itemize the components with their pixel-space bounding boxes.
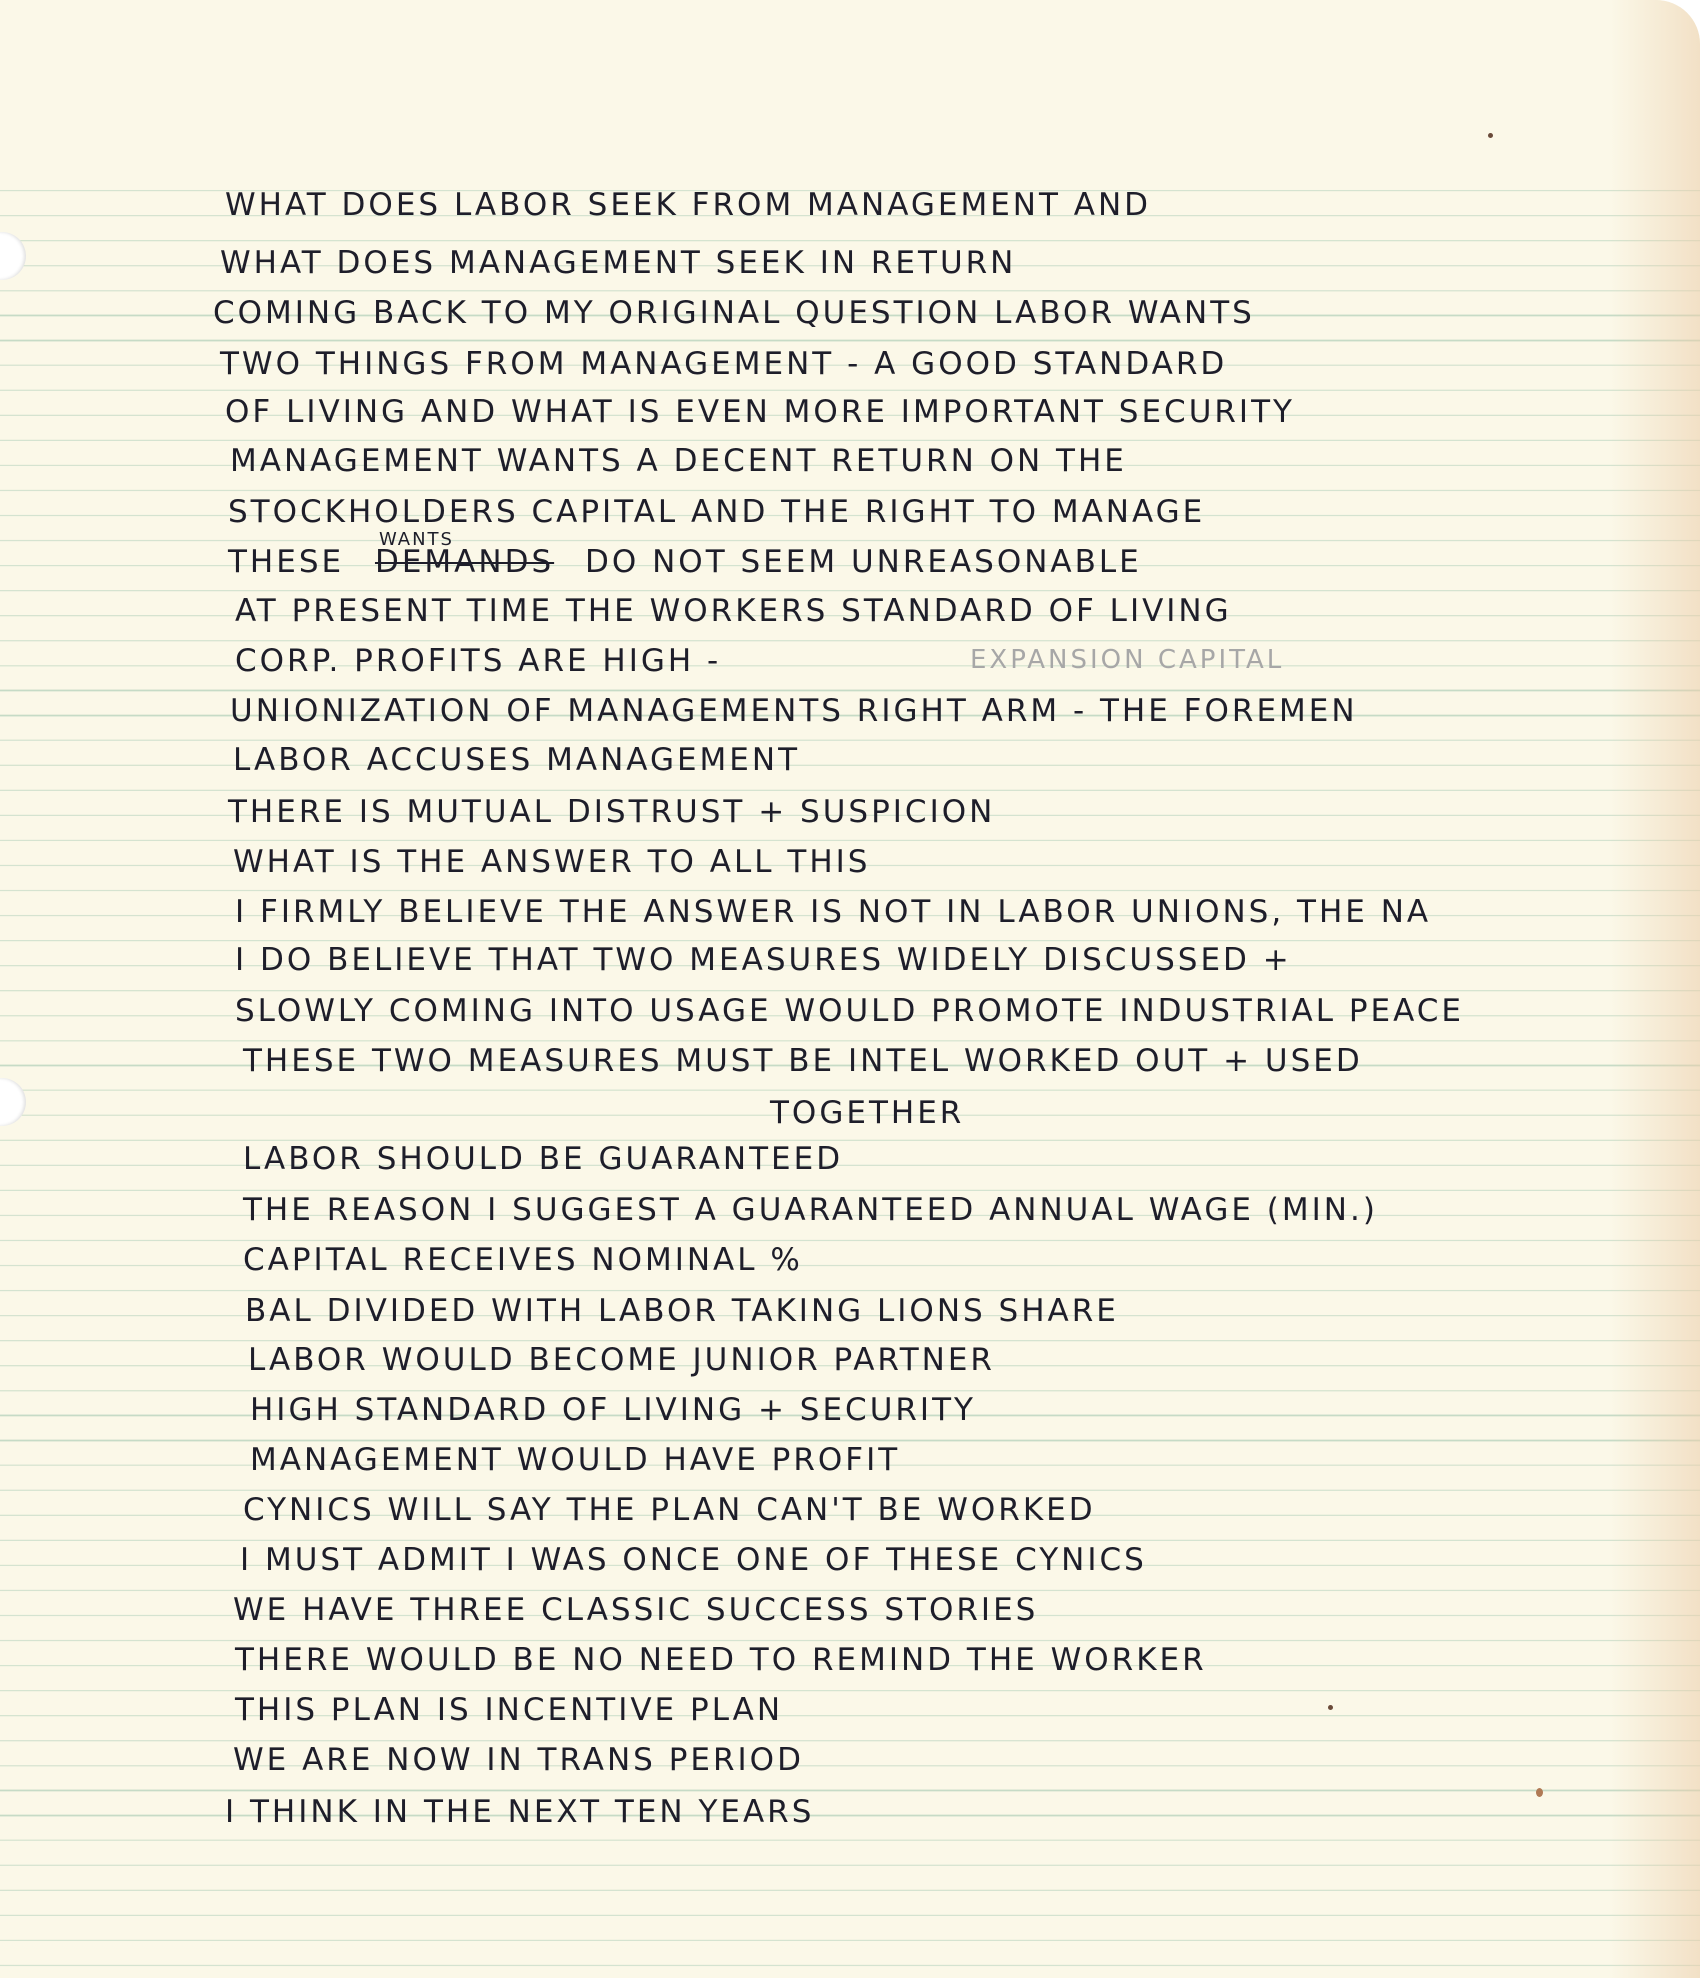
edited-line [228, 529, 1142, 580]
text-line: WE HAVE THREE CLASSIC SUCCESS STORIES [233, 1592, 1039, 1628]
ink-speck [1328, 1705, 1333, 1710]
text-line: MANAGEMENT WANTS A DECENT RETURN ON THE [230, 443, 1127, 479]
text-line: I DO BELIEVE THAT TWO MEASURES WIDELY DISCUSSED + [235, 942, 1292, 978]
text-line: UNIONIZATION OF MANAGEMENTS RIGHT ARM - THE FOREMEN [230, 693, 1358, 729]
text-line: CORP. PROFITS ARE HIGH - [235, 643, 722, 679]
text-line: WE ARE NOW IN TRANS PERIOD [233, 1742, 804, 1778]
text-line: OF LIVING AND WHAT IS EVEN MORE IMPORTANT SECURITY [225, 394, 1295, 430]
text-line: CAPITAL RECEIVES NOMINAL % [243, 1242, 803, 1278]
text-line: CYNICS WILL SAY THE PLAN CAN'T BE WORKED [243, 1492, 1096, 1528]
text-line: AT PRESENT TIME THE WORKERS STANDARD OF LIVING [235, 593, 1232, 629]
punch-hole-top [0, 232, 26, 280]
ink-speck [1536, 1788, 1543, 1797]
text-line: THE REASON I SUGGEST A GUARANTEED ANNUAL WAGE (MIN.) [243, 1192, 1378, 1228]
text-line: THERE IS MUTUAL DISTRUST + SUSPICION [228, 794, 996, 830]
text-line: COMING BACK TO MY ORIGINAL QUESTION LABOR WANTS [213, 295, 1255, 331]
paper-stain [1610, 0, 1700, 1978]
text-line: I MUST ADMIT I WAS ONCE ONE OF THESE CYNICS [240, 1542, 1147, 1578]
inserted-word: WANTS [378, 529, 454, 550]
text-line: LABOR SHOULD BE GUARANTEED [243, 1141, 844, 1177]
punch-hole-middle [0, 1078, 26, 1126]
text-line: STOCKHOLDERS CAPITAL AND THE RIGHT TO MANAGE [228, 494, 1206, 530]
text-line: MANAGEMENT WOULD HAVE PROFIT [250, 1442, 901, 1478]
struck-word: DEMANDS [374, 544, 555, 580]
text-line: I FIRMLY BELIEVE THE ANSWER IS NOT IN LABOR UNIONS, THE NA [235, 894, 1432, 930]
text-line: THIS PLAN IS INCENTIVE PLAN [235, 1692, 784, 1728]
text-line: SLOWLY COMING INTO USAGE WOULD PROMOTE INDUSTRIAL PEACE [235, 993, 1465, 1029]
edited-line-start: THESE [228, 544, 345, 580]
text-line: TWO THINGS FROM MANAGEMENT - A GOOD STANDARD [220, 346, 1228, 382]
text-line: WHAT DOES MANAGEMENT SEEK IN RETURN [220, 245, 1017, 281]
pencil-note: EXPANSION CAPITAL [970, 645, 1285, 675]
text-line: THERE WOULD BE NO NEED TO REMIND THE WORKER [235, 1642, 1207, 1678]
text-line: HIGH STANDARD OF LIVING + SECURITY [250, 1392, 976, 1428]
text-line: I THINK IN THE NEXT TEN YEARS [225, 1794, 815, 1830]
text-line: TOGETHER [770, 1095, 965, 1131]
text-line: BAL DIVIDED WITH LABOR TAKING LIONS SHARE [245, 1293, 1119, 1329]
page-header-margin [0, 0, 1700, 166]
edited-word-group [374, 529, 555, 580]
ink-speck [1488, 133, 1493, 138]
text-line: LABOR WOULD BECOME JUNIOR PARTNER [248, 1342, 995, 1378]
text-line: LABOR ACCUSES MANAGEMENT [233, 742, 801, 778]
text-line: WHAT DOES LABOR SEEK FROM MANAGEMENT AND [225, 187, 1152, 223]
edited-line-end: DO NOT SEEM UNREASONABLE [584, 544, 1142, 580]
text-line: THESE TWO MEASURES MUST BE INTEL WORKED OUT + USED [243, 1043, 1363, 1079]
text-line: WHAT IS THE ANSWER TO ALL THIS [233, 844, 871, 880]
